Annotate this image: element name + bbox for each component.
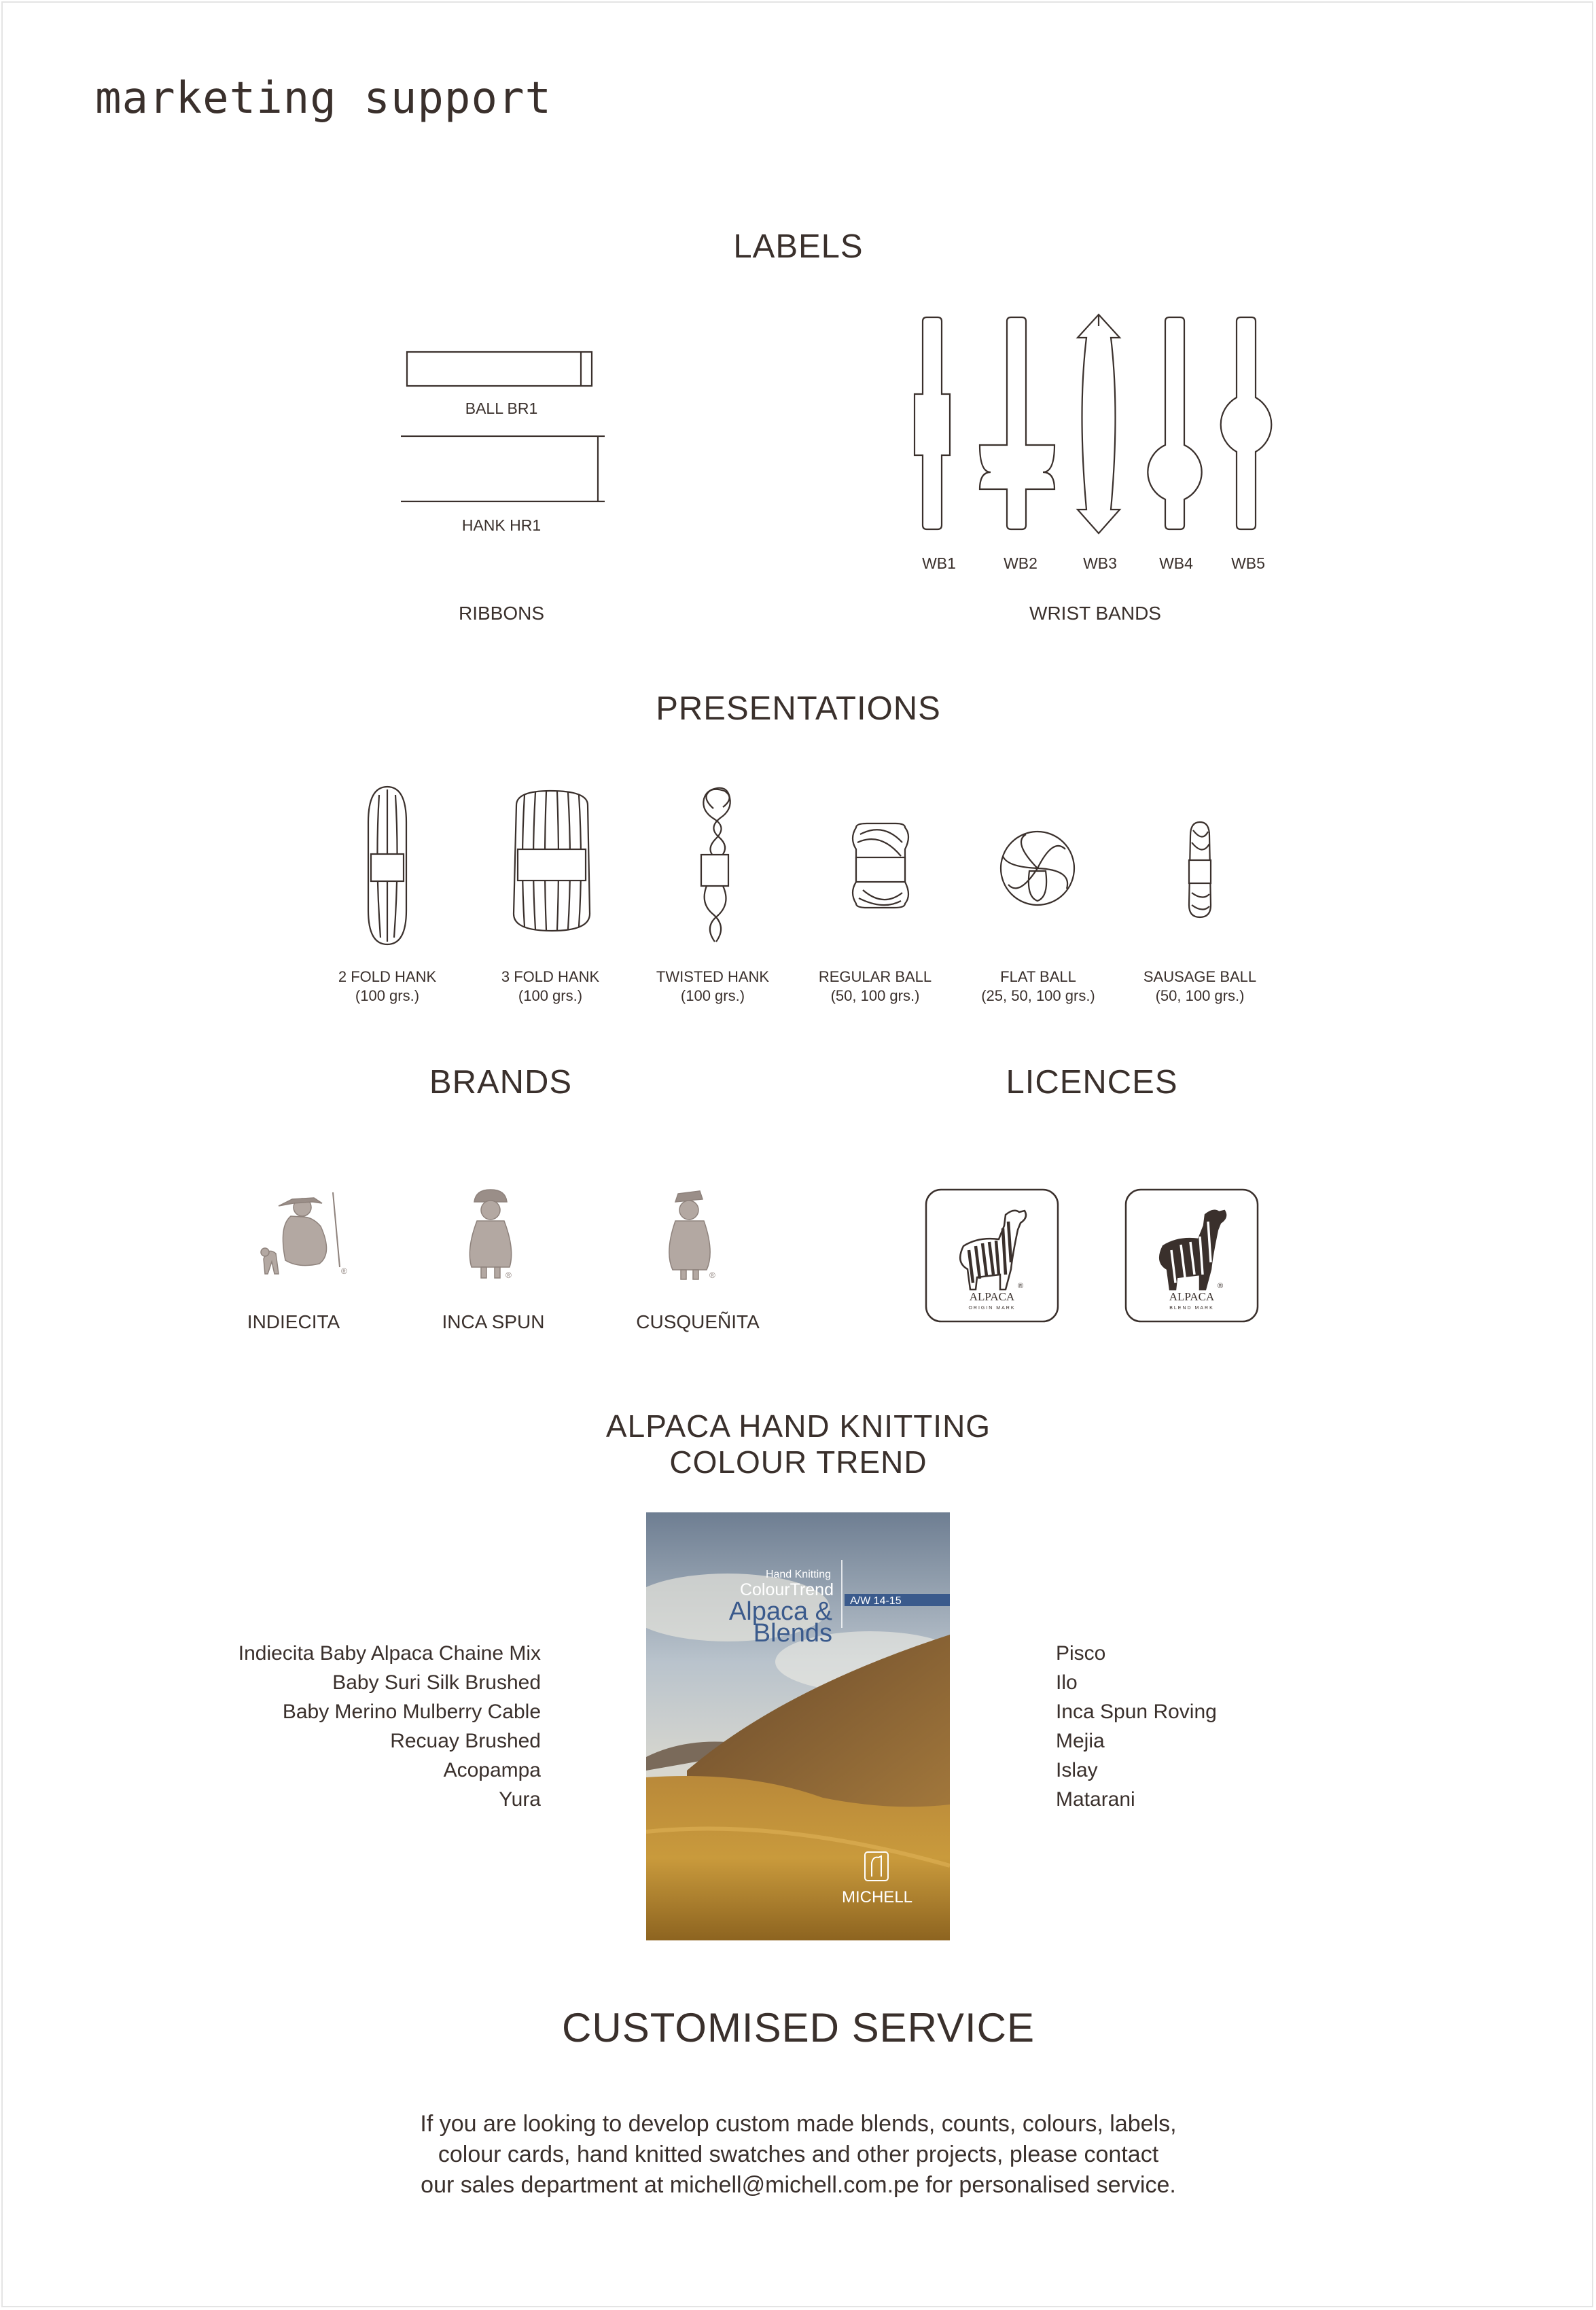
wrist-band-wb1	[915, 317, 950, 529]
licence-blend-registered: ®	[1218, 1282, 1224, 1290]
customised-service-text	[420, 2109, 1176, 2201]
presentation-3-fold-hank	[501, 967, 599, 1006]
alpaca-origin-mark-icon	[926, 1190, 1058, 1321]
cover-brand: MICHELL	[841, 1888, 913, 1906]
service-line: colour cards, hand knitted swatches and other projects, please contact	[438, 2142, 1159, 2167]
cover-season: A/W 14-15	[850, 1595, 902, 1607]
list-item: Mejia	[1056, 1730, 1105, 1752]
brand-logos	[238, 1179, 768, 1294]
presentation-weight: (100 grs.)	[518, 987, 583, 1004]
licence-marks	[924, 1188, 1264, 1323]
cover-subtitle: ColourTrend	[739, 1580, 834, 1599]
list-item: Indiecita Baby Alpaca Chaine Mix	[238, 1642, 541, 1665]
list-item: Matarani	[1056, 1788, 1135, 1811]
colour-trend-right-list	[1056, 1639, 1217, 1814]
svg-text:®: ®	[709, 1270, 715, 1280]
cusquenita-logo-icon	[669, 1191, 715, 1280]
licence-origin-brand: ALPACA	[969, 1290, 1015, 1303]
ribbon-label-hank: HANK HR1	[461, 516, 542, 534]
service-line: If you are looking to develop custom made blends, counts, colours, labels,	[420, 2111, 1177, 2137]
presentation-regular-ball	[819, 967, 932, 1006]
indiecita-logo-icon	[261, 1192, 347, 1276]
brand-label-inca-spun: INCA SPUN	[442, 1311, 545, 1332]
inca-spun-logo-icon	[469, 1190, 512, 1280]
presentation-weight: (50, 100 grs.)	[830, 987, 920, 1004]
presentation-2-fold-hank	[338, 967, 436, 1006]
page-frame	[1, 1, 1593, 2307]
ribbons-caption: RIBBONS	[458, 603, 545, 624]
wrist-band-illustrations	[904, 309, 1298, 540]
presentation-weight: (100 grs.)	[355, 987, 420, 1004]
ribbon-ball-br1	[407, 352, 592, 386]
wrist-band-wb5	[1221, 317, 1272, 529]
list-item: Ilo	[1056, 1671, 1078, 1694]
list-item: Pisco	[1056, 1642, 1106, 1665]
list-item: Baby Merino Mulberry Cable	[282, 1701, 541, 1723]
licence-blend-brand: ALPACA	[1169, 1290, 1215, 1303]
presentation-name: FLAT BALL	[1000, 968, 1076, 985]
colour-trend-title-line1: ALPACA HAND KNITTING	[605, 1408, 991, 1444]
colour-trend-title-line2: COLOUR TREND	[669, 1444, 927, 1480]
brand-label-cusquenita: CUSQUEÑITA	[636, 1311, 760, 1332]
wrist-band-label-wb2: WB2	[1004, 554, 1038, 572]
wrist-band-label-wb4: WB4	[1159, 554, 1193, 572]
presentation-name: REGULAR BALL	[818, 968, 932, 985]
page-title: marketing support	[95, 73, 552, 124]
svg-text:®: ®	[341, 1266, 347, 1276]
cover-headline2: Blends	[753, 1619, 832, 1648]
wrist-band-wb3	[1078, 315, 1120, 533]
presentation-weight: (100 grs.)	[680, 987, 745, 1004]
presentation-name: SAUSAGE BALL	[1143, 968, 1257, 985]
licence-origin-registered: ®	[1018, 1282, 1024, 1290]
svg-text:®: ®	[506, 1270, 512, 1280]
brand-label-indiecita: INDIECITA	[247, 1311, 340, 1332]
licence-origin-mark: ORIGIN MARK	[968, 1306, 1016, 1311]
licence-blend-mark: BLEND MARK	[1169, 1306, 1214, 1311]
sausage-ball-icon	[1189, 822, 1211, 917]
presentation-weight: (50, 100 grs.)	[1155, 987, 1245, 1004]
cover-headline1: Alpaca &	[728, 1597, 832, 1626]
wrist-band-label-wb5: WB5	[1231, 554, 1265, 572]
presentation-weight: (25, 50, 100 grs.)	[981, 987, 1095, 1004]
regular-ball-icon	[853, 823, 908, 908]
wrist-band-label-wb1: WB1	[922, 554, 956, 572]
flat-ball-icon	[1001, 832, 1074, 905]
brands-title: BRANDS	[429, 1064, 573, 1101]
list-item: Islay	[1056, 1759, 1098, 1781]
list-item: Yura	[499, 1788, 541, 1811]
two-fold-hank-icon	[368, 787, 406, 944]
licences-title: LICENCES	[1006, 1064, 1178, 1101]
presentations-title: PRESENTATIONS	[656, 690, 941, 727]
list-item: Baby Suri Silk Brushed	[332, 1671, 541, 1694]
presentation-name: 2 FOLD HANK	[338, 968, 437, 985]
wrist-bands-caption: WRIST BANDS	[1029, 603, 1161, 624]
wrist-band-label-wb3: WB3	[1083, 554, 1117, 572]
labels-title: LABELS	[733, 228, 864, 265]
ribbon-label-ball: BALL BR1	[465, 399, 538, 417]
list-item: Inca Spun Roving	[1056, 1701, 1217, 1723]
wrist-band-wb4	[1148, 317, 1201, 529]
service-line: our sales department at michell@michell.com.pe for personalised service.	[421, 2172, 1176, 2198]
cover-kicker: Hand Knitting	[765, 1569, 831, 1580]
customised-service-title: CUSTOMISED SERVICE	[562, 2005, 1035, 2050]
list-item: Recuay Brushed	[390, 1730, 541, 1752]
presentation-twisted-hank	[656, 967, 769, 1006]
presentation-name: TWISTED HANK	[656, 968, 770, 985]
twisted-hank-icon	[701, 788, 730, 942]
ribbon-illustrations	[401, 346, 605, 503]
list-item: Acopampa	[443, 1759, 541, 1781]
colour-trend-left-list	[238, 1639, 541, 1814]
colour-trend-cover-image	[646, 1512, 950, 1940]
presentation-flat-ball	[981, 967, 1095, 1006]
wrist-band-wb2	[980, 317, 1054, 529]
ribbon-hank-hr1	[401, 436, 605, 501]
alpaca-blend-mark-icon	[1126, 1190, 1258, 1321]
presentation-sausage-ball	[1143, 967, 1256, 1006]
presentation-illustrations	[319, 781, 1284, 958]
presentation-name: 3 FOLD HANK	[501, 968, 600, 985]
three-fold-hank-icon	[514, 791, 590, 931]
